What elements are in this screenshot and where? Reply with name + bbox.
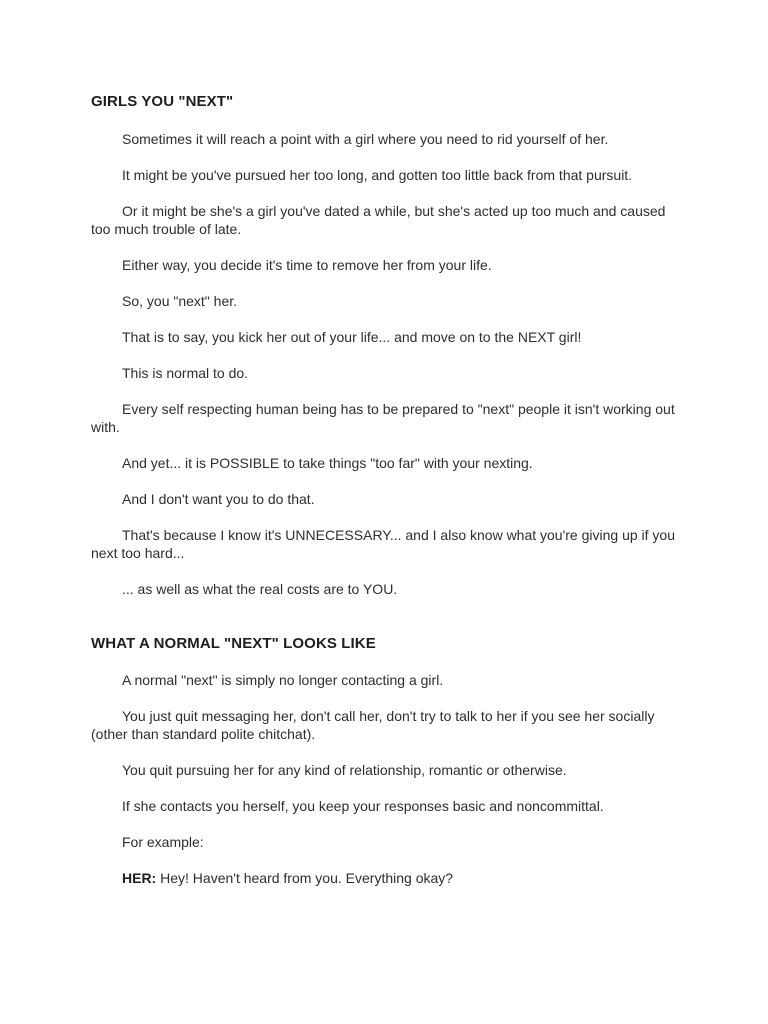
- paragraph: Either way, you decide it's time to remove her from your life.: [122, 257, 492, 273]
- paragraph: That's because I know it's UNNECESSARY... and I also know what you're giving up if you next too hard...: [91, 527, 675, 561]
- dialogue-line: [91, 869, 681, 887]
- dialogue-text: Hey! Haven't heard from you. Everything okay?: [160, 870, 454, 886]
- paragraph: And I don't want you to do that.: [122, 491, 315, 507]
- paragraph: This is normal to do.: [122, 365, 249, 381]
- section-heading: GIRLS YOU "NEXT": [91, 93, 234, 110]
- paragraph: Sometimes it will reach a point with a girl where you need to rid yourself of her.: [122, 131, 609, 147]
- paragraph: ... as well as what the real costs are to YOU.: [122, 581, 398, 597]
- paragraph: A normal "next" is simply no longer contacting a girl.: [122, 672, 444, 688]
- paragraph: So, you "next" her.: [122, 293, 238, 309]
- paragraph: Or it might be she's a girl you've dated a while, but she's acted up too much and caused too much trouble of late.: [91, 203, 666, 237]
- section-heading: WHAT A NORMAL "NEXT" LOOKS LIKE: [91, 635, 376, 652]
- paragraph: You quit pursuing her for any kind of relationship, romantic or otherwise.: [122, 762, 567, 778]
- paragraph: For example:: [122, 834, 204, 850]
- dialogue-speaker: HER:: [122, 870, 157, 886]
- paragraph: You just quit messaging her, don't call her, don't try to talk to her if you see her socially (other than standard polite chitchat).: [91, 708, 655, 742]
- paragraph: If she contacts you herself, you keep your responses basic and noncommittal.: [122, 798, 604, 814]
- section-girls-you-next: [91, 92, 681, 598]
- paragraph: Every self respecting human being has to be prepared to "next" people it isn't working out with.: [91, 401, 675, 435]
- paragraph: It might be you've pursued her too long, and gotten too little back from that pursuit.: [122, 167, 633, 183]
- section-normal-next: [91, 634, 681, 887]
- document-body: [91, 92, 681, 905]
- paragraph: That is to say, you kick her out of your life... and move on to the NEXT girl!: [122, 329, 582, 345]
- paragraph: And yet... it is POSSIBLE to take things "too far" with your nexting.: [122, 455, 533, 471]
